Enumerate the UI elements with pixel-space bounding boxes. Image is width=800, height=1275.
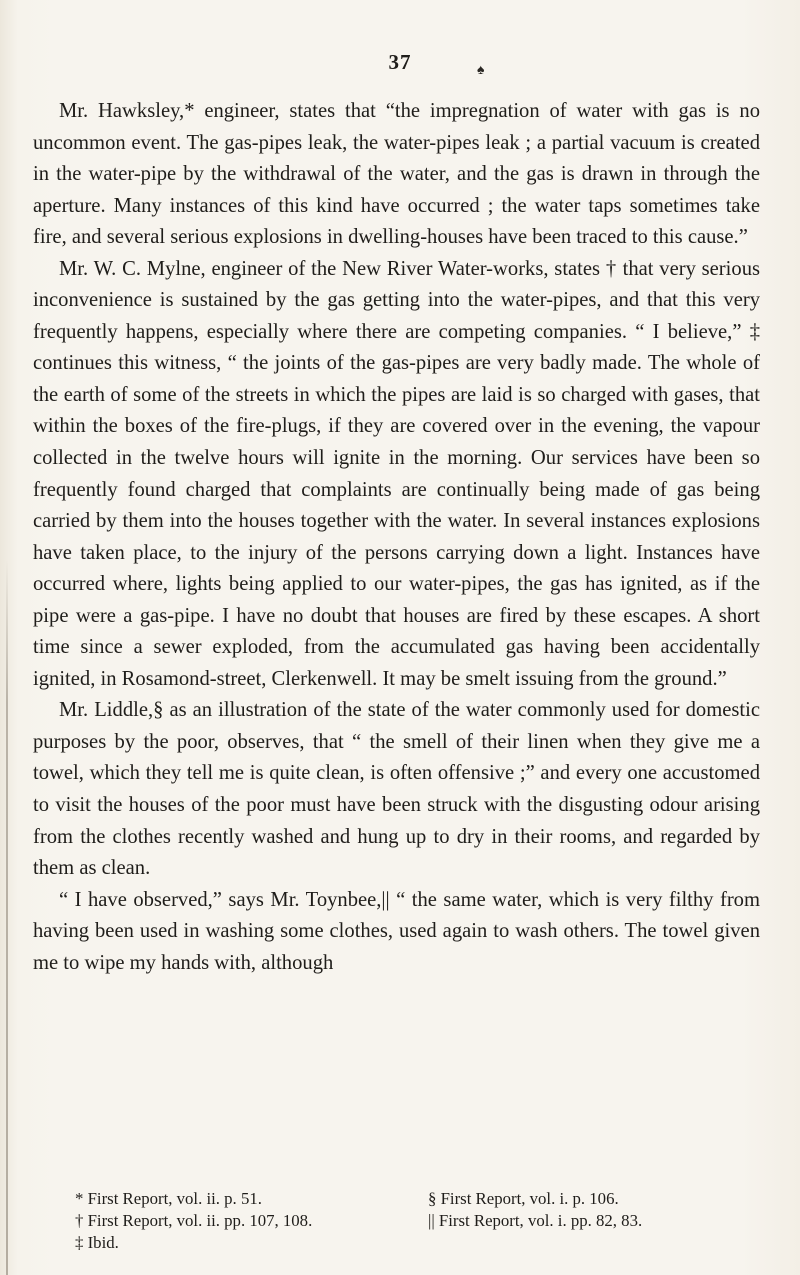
page-number: 37 bbox=[388, 50, 412, 74]
footnote: § First Report, vol. i. p. 106. bbox=[428, 1189, 619, 1208]
paragraph-liddle: Mr. Liddle,§ as an illustration of the state of the water commonly used for domestic purposes by the poor, observes, that “ the smell of their linen when they give me a towel, which they tell me is quite clean, is often offensive ;” and every one accustomed to visit the houses of the poor must have been struck with the disgusting odour arising from the clothes recently washed and hung up to dry in their rooms, and regarded by them as clean. bbox=[33, 699, 760, 880]
body-text bbox=[33, 96, 760, 979]
footnotes-right-column bbox=[428, 1188, 642, 1232]
footnote: ‡ Ibid. bbox=[75, 1233, 119, 1252]
footnote: || First Report, vol. i. pp. 82, 83. bbox=[428, 1211, 643, 1230]
paragraph-toynbee: “ I have observed,” says Mr. Toynbee,|| “ the same water, which is very filthy from having been used in washing some clothes, used again to wash others. The towel given me to wipe my hands with, although bbox=[33, 888, 760, 974]
page-gutter-shadow bbox=[6, 560, 8, 1275]
paragraph-hawksley: Mr. Hawksley,* engineer, states that “the impregnation of water with gas is no uncommon event. The gas-pipes leak, the water-pipes leak ; a partial vacuum is created in the water-pipe by the withdrawal of the water, and the gas is drawn in through the aperture. Many instances of this kind have occurred ; the water taps sometimes take fire, and several serious explosions in dwelling-houses have been traced to this cause.” bbox=[33, 100, 760, 249]
footnotes-left-column bbox=[75, 1188, 312, 1254]
footnote: * First Report, vol. ii. p. 51. bbox=[75, 1189, 262, 1208]
paragraph-mylne: Mr. W. C. Mylne, engineer of the New River Water-works, states † that very serious inconvenience is sustained by the gas getting into the water-pipes, and that this very frequently happens, especially where there are competing companies. “ I believe,” ‡ continues this witness, “ the joints of the gas-pipes are very badly made. The whole of the earth of some of the streets in which the pipes are laid is so charged with gases, that within the boxes of the fire-plugs, if they are covered over in the evening, the vapour collected in the twelve hours will ignite in the morning. Our services have been so frequently found charged that complaints are continually being made of gas being carried by them into the houses together with the water. In several instances explosions have taken place, to the injury of the persons carrying down a light. Instances have occurred where, lights being applied to our water-pipes, the gas has ignited, as if the pipe were a gas-pipe. I have no doubt that houses are fired by these escapes. A short time since a sewer exploded, from the accumulated gas having been accidentally ignited, in Rosamond-street, Clerkenwell. It may be smelt issuing from the ground.” bbox=[33, 257, 760, 690]
footnote: † First Report, vol. ii. pp. 107, 108. bbox=[75, 1211, 313, 1230]
printer-ornament: ♠ bbox=[477, 63, 485, 78]
